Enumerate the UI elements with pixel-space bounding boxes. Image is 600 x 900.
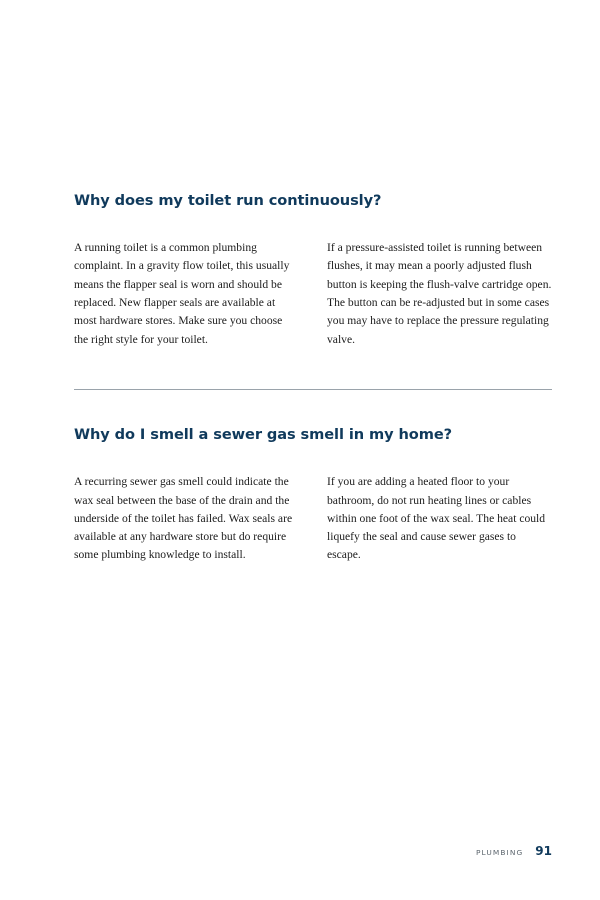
footer-page-number: 91 xyxy=(535,844,552,858)
body-column-left xyxy=(74,473,299,565)
section-heading: Why does my toilet run continuously? xyxy=(74,192,382,209)
body-column-right xyxy=(327,473,552,565)
section-divider xyxy=(74,389,552,390)
body-column-right xyxy=(327,239,552,349)
paragraph-text: If you are adding a heated floor to your bathroom, do not run heating lines or cables within one foot of the wax seal. The heat could liquefy the seal and cause sewer gases to escape. xyxy=(327,475,546,562)
qa-section-toilet-run xyxy=(74,190,552,349)
paragraph-text: A running toilet is a common plumbing complaint. In a gravity flow toilet, this usually means the flapper seal is worn and should be replaced. New flapper seals are available at most hardware stores. Make sure you choose the right style for your toilet. xyxy=(74,241,290,346)
footer-chapter-label: PLUMBING xyxy=(475,848,524,857)
qa-section-sewer-gas xyxy=(74,424,552,565)
two-column-body xyxy=(74,473,552,565)
page-footer xyxy=(74,844,552,858)
section-heading: Why do I smell a sewer gas smell in my home? xyxy=(74,426,452,444)
paragraph-text: If a pressure-assisted toilet is running between flushes, it may mean a poorly adjusted flush button is keeping the flush-valve cartridge open. The button can be re-adjusted but in some cases you may have to replace the pressure regulating valve. xyxy=(327,241,552,346)
paragraph-text: A recurring sewer gas smell could indicate the wax seal between the base of the drain and the underside of the toilet has failed. Wax seals are available at any hardware store but do require some plumbing knowledge to install. xyxy=(74,475,293,562)
two-column-body xyxy=(74,239,552,349)
page-content xyxy=(74,190,552,565)
body-column-left xyxy=(74,239,299,349)
